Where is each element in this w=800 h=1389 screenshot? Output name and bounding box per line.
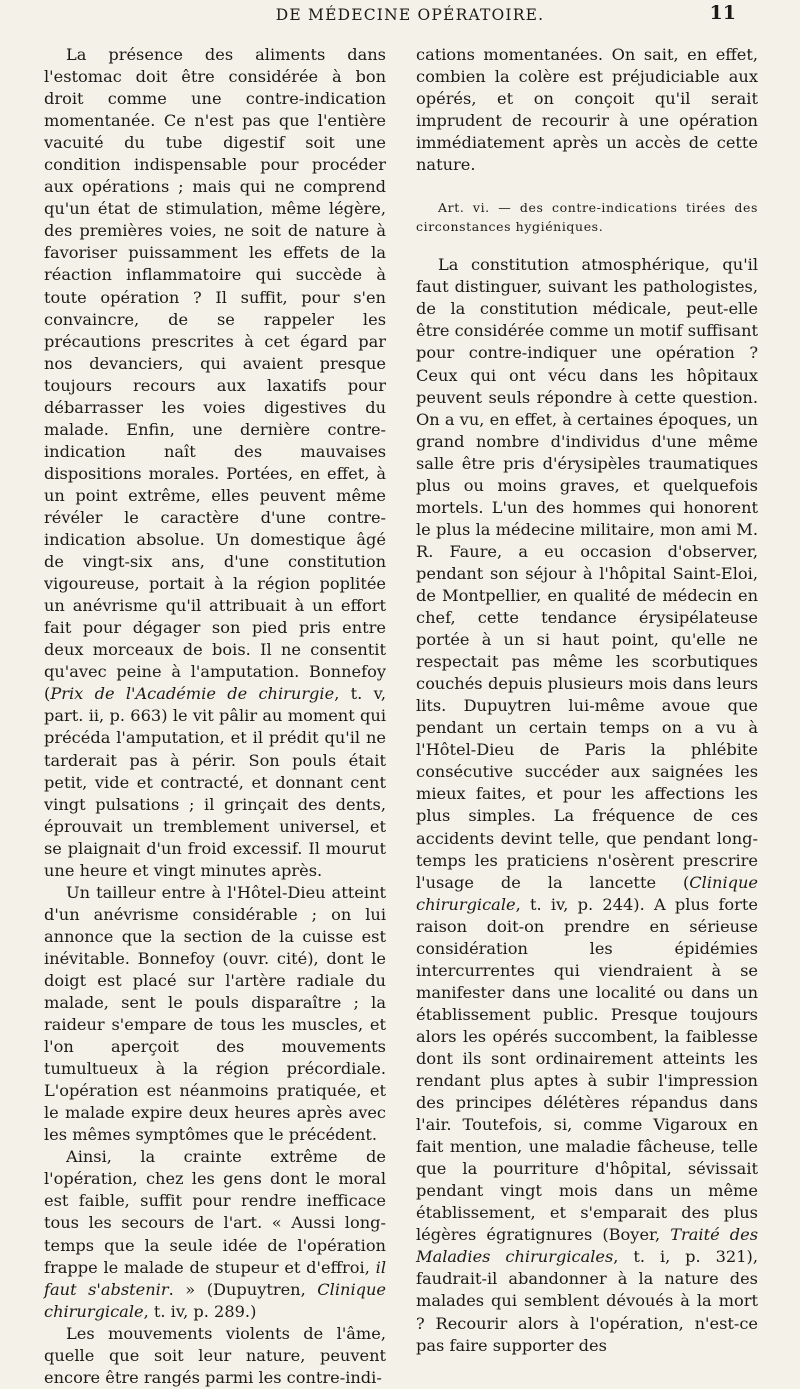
left-column <box>44 44 386 1389</box>
paragraph-continuation: cations momentanées. On sait, en effet, combien la colère est préjudiciable aux opérés, et on conçoit qu'il serait imprudent de recourir à une opération immédiatement après un accès de cette nature. <box>416 45 758 175</box>
quote-il-faut-sabstenir: il faut s'abstenir <box>44 1257 386 1299</box>
article-heading: Art. vi. — des contre-indications tirées des circonstances hygiéniques. <box>416 200 758 235</box>
citation-prix-academie: Prix de l'Académie de chirurgie <box>50 684 335 704</box>
page-number: 11 <box>709 2 736 24</box>
citation-clinique-chirurgicale: Clinique chirurgicale <box>44 1279 386 1321</box>
citation-clinique-chirurgicale-2: Clinique chirurgicale <box>416 872 758 914</box>
paragraph-mouvements: Les mouvements violents de l'âme, quelle que soit leur nature, peuvent encore être rangés parmi les contre-indi- <box>44 1323 386 1387</box>
right-column <box>416 44 758 1357</box>
paragraph-tailleur: Un tailleur entre à l'Hôtel-Dieu atteint d'un anévrisme considérable ; on lui annonce que la section de la cuisse est inévitable. Bonnefoy (ouvr. cité), dont le doigt est placé sur l'artère radiale du malade, sent le pouls disparaître ; la raideur s'empare de tous les muscles, et l'on aperçoit des mouvements tumultueux à la région précordiale. L'opération est néanmoins pratiquée, et le malade expire deux heures après avec les mêmes symptômes que le précédent. <box>44 882 386 1145</box>
paragraph-aliments: La présence des aliments dans l'estomac doit être considérée à bon droit comme une contre-indication momentanée. Ce n'est pas que l'entière vacuité du tube digestif soit une condition indispensable pour procéder aux opérations ; mais qui ne comprend qu'un état de stimulation, même légère, des premières voies, ne soit de nature à favoriser puissamment les effets de la réaction inflammatoire qui succède à toute opération ? Il suffit, pour s'en convaincre, de se rappeler les précautions prescrites à cet égard par nos devanciers, qui avaient presque toujours recours aux laxatifs pour débarrasser les voies digestives du malade. Enfin, une dernière contre-indication naît des mauvaises dispositions morales. Portées, en effet, à un point extrême, elles peuvent même révéler le caractère d'une contre-indication absolue. Un domestique âgé de vingt-six ans, d'une constitution vigoureuse, portait à la région poplitée un anévrisme qu'il attribuait à un effort fait pour dégager son pied pris entre deux morceaux de bois. Il ne consentit qu'avec peine à l'amputation. Bonnefoy (Prix de l'Académie de chirurgie, t. v, part. ii, p. 663) le vit pâlir au moment qui précéda l'amputation, et il prédit qu'il ne tarderait pas à périr. Son pouls était petit, vide et contracté, et donnant cent vingt pulsations ; il grinçait des dents, éprouvait un tremblement universel, et se plaignait d'un froid excessif. Il mourut une heure et vingt minutes après. <box>44 45 386 880</box>
running-head: DE MÉDECINE OPÉRATOIRE. <box>275 6 545 24</box>
citation-traite-maladies: Traité des Maladies chirurgicales <box>416 1225 758 1267</box>
paragraph-crainte: Ainsi, la crainte extrême de l'opération, chez les gens dont le moral est faible, suffit pour rendre inefficace tous les secours de l'art. « Aussi long-temps que la seule idée de l'opération frappe le malade de stupeur et d'effroi, il faut s'abstenir. » (Dupuytren, Clinique chirurgicale, t. iv, p. 289.) <box>44 1147 386 1321</box>
paragraph-constitution: La constitution atmosphérique, qu'il faut distinguer, suivant les pathologistes, de la constitution médicale, peut-elle être considérée comme un motif suffisant pour contre-indiquer une opération ? Ceux qui ont vécu dans les hôpitaux peuvent seuls répondre à cette question. On a vu, en effet, à certaines époques, un grand nombre d'individus d'une même salle être pris d'érysipèles traumatiques plus ou moins graves, et quelquefois mortels. L'un des hommes qui honorent le plus la médecine militaire, mon ami M. R. Faure, a eu occasion d'observer, pendant son séjour à l'hôpital Saint-Eloi, de Montpellier, en qualité de médecin en chef, cette tendance érysipélateuse portée à un si haut point, qu'elle ne respectait pas même les scorbutiques couchés depuis plusieurs mois dans leurs lits. Dupuytren lui-même avoue que pendant un certain temps on a vu à l'Hôtel-Dieu de Paris la phlébite consécutive succéder aux saignées les mieux faites, et pour les affections les plus simples. La fréquence de ces accidents devint telle, que pendant long-temps les praticiens n'osèrent prescrire l'usage de la lancette (Clinique chirurgicale, t. iv, p. 244). A plus forte raison doit-on prendre en sérieuse considération les épidémies intercurrentes qui viendraient à se manifester dans une localité ou dans un établissement public. Presque toujours alors les opérés succombent, la faiblesse dont ils sont ordinairement atteints les rendant plus aptes à subir l'impression des principes délétères répandus dans l'air. Toutefois, si, comme Vigaroux en fait mention, une maladie fâcheuse, telle que la pourriture d'hôpital, sévissait pendant vingt mois dans un même établissement, et s'emparait des plus légères égratignures (Boyer, Traité des Maladies chirurgicales, t. i, p. 321), faudrait-il abandonner à la nature des malades qui semblent dévoués à la mort ? Recourir alors à l'opération, n'est-ce pas faire supporter des <box>416 255 758 1355</box>
